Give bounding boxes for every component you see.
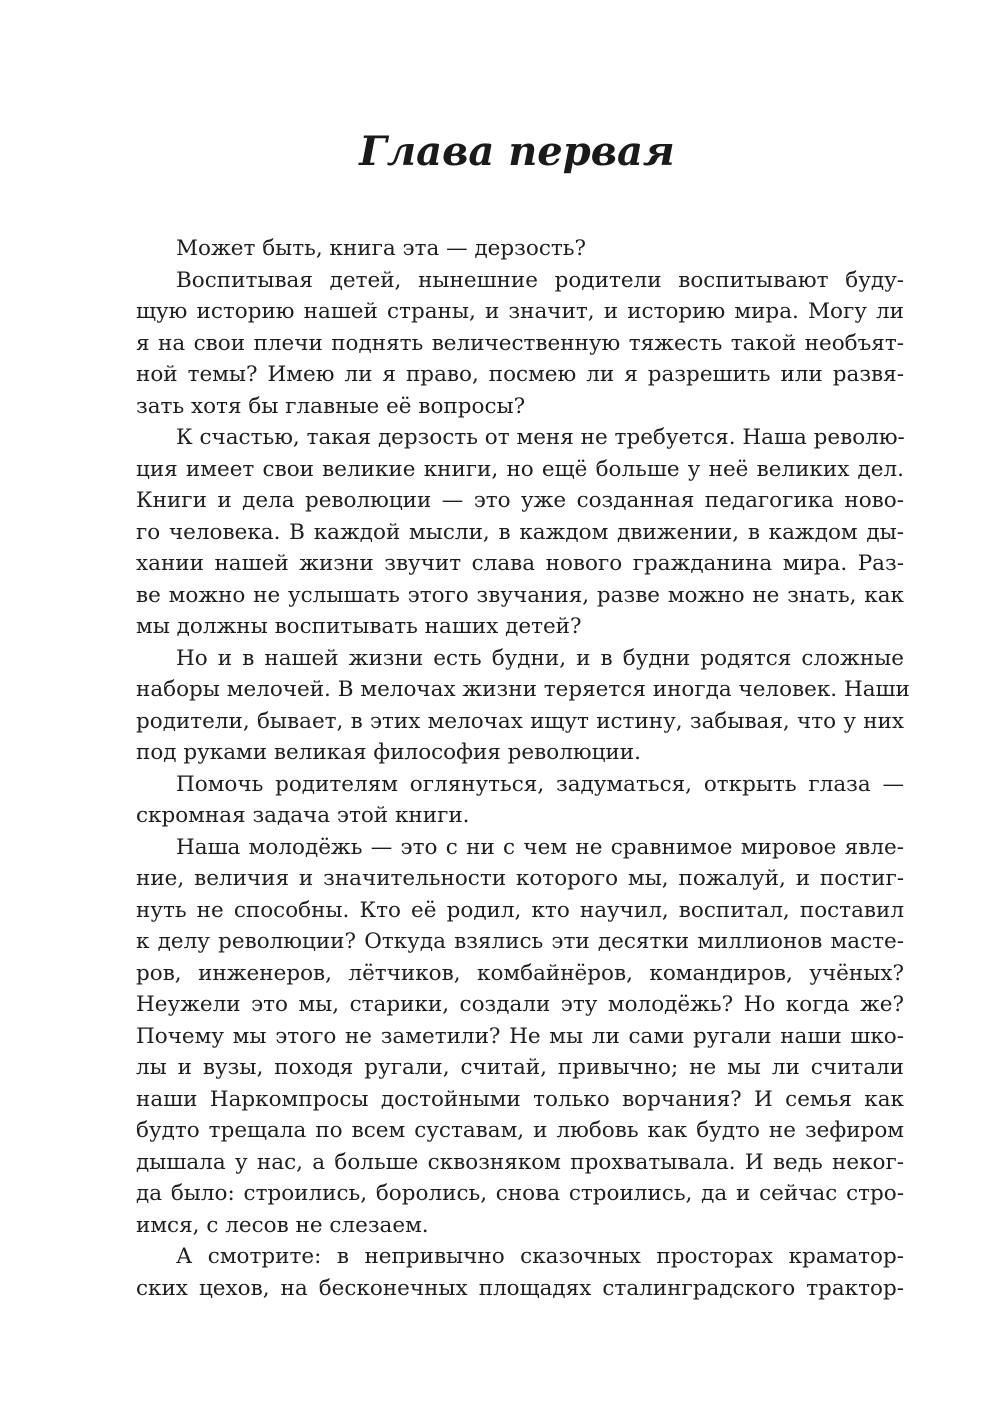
text-line: Может быть, книга эта — дерзость?: [176, 236, 587, 261]
text-line: Неужели это мы, старики, создали эту молодёжь? Но когда же?: [136, 992, 904, 1017]
chapter-title: Глава первая: [359, 128, 675, 175]
text-line: Книги и дела революции — это уже созданная педагогика ново-: [136, 488, 904, 513]
text-line: Наша молодёжь — это с ни с чем не сравнимое мировое явле-: [176, 834, 904, 860]
text-line: лы и вузы, походя ругали, считай, привычно; не мы ли считали: [136, 1055, 904, 1080]
text-line: дышала у нас, а больше сквозняком прохватывала. И ведь неког-: [136, 1149, 904, 1175]
text-line: нуть не способны. Кто её родил, кто научил, воспитал, поставил: [136, 897, 904, 923]
text-line: ве можно не услышать этого звучания, разве можно не знать, как: [136, 582, 904, 608]
text-line: Помочь родителям оглянуться, задуматься, открыть глаза —: [176, 771, 904, 797]
paragraph: [136, 422, 904, 643]
text-line: мы должны воспитывать наших детей?: [136, 614, 582, 639]
text-line: хании нашей жизни звучит слава нового гражданина мира. Раз-: [136, 551, 904, 576]
text-line: к делу революции? Откуда взялись эти десятки миллионов масте-: [136, 929, 904, 954]
text-line: родители, бывает, в этих мелочах ищут истину, забывая, что у них: [136, 708, 904, 734]
chapter-body-text: [136, 233, 910, 1304]
paragraph: [136, 643, 910, 769]
text-line: А смотрите: в непривычно сказочных просторах краматор-: [176, 1244, 904, 1269]
text-line: ние, величия и значительности которого мы, пожалуй, и постиг-: [136, 866, 904, 891]
text-line: Воспитывая детей, нынешние родители воспитывают буду-: [176, 267, 904, 293]
text-line: Почему мы этого не заметили? Не мы ли сами ругали наши шко-: [136, 1023, 904, 1049]
text-line: щую историю нашей страны, и значит, и историю мира. Могу ли: [136, 299, 904, 324]
paragraph: [136, 265, 904, 423]
text-line: Но и в нашей жизни есть будни, и в будни родятся сложные: [176, 645, 904, 671]
text-line: го человека. В каждой мысли, в каждом движении, в каждом ды-: [136, 519, 904, 545]
text-line: наши Наркомпросы достойными только ворчания? И семья как: [136, 1086, 904, 1112]
text-line: ров, инженеров, лётчиков, комбайнёров, командиров, учёных?: [136, 960, 904, 986]
text-line: да было: строились, боролись, снова строились, да и сейчас стро-: [136, 1181, 904, 1206]
text-line: имся, с лесов не слезаем.: [136, 1212, 429, 1238]
text-line: скромная задача этой книги.: [136, 803, 470, 828]
text-line: наборы мелочей. В мелочах жизни теряется иногда человек. Наши: [136, 677, 910, 702]
text-line: под руками великая философия революции.: [136, 740, 641, 765]
text-line: ских цехов, на бесконечных площадях сталинградского трактор-: [136, 1275, 904, 1301]
text-line: К счастью, такая дерзость от меня не требуется. Наша револю-: [176, 425, 905, 450]
text-line: зать хотя бы главные её вопросы?: [136, 393, 526, 419]
text-line: ной темы? Имею ли я право, посмею ли я разрешить или развя-: [136, 362, 904, 387]
paragraph: [136, 233, 904, 265]
paragraph: [136, 1241, 904, 1304]
paragraph: [136, 769, 904, 832]
paragraph: [136, 832, 904, 1242]
text-line: ция имеет свои великие книги, но ещё больше у неё великих дел.: [136, 456, 904, 482]
text-line: я на свои плечи поднять величественную тяжесть такой необъят-: [136, 330, 904, 356]
text-line: будто трещала по всем суставам, и любовь как будто не зефиром: [136, 1118, 904, 1143]
